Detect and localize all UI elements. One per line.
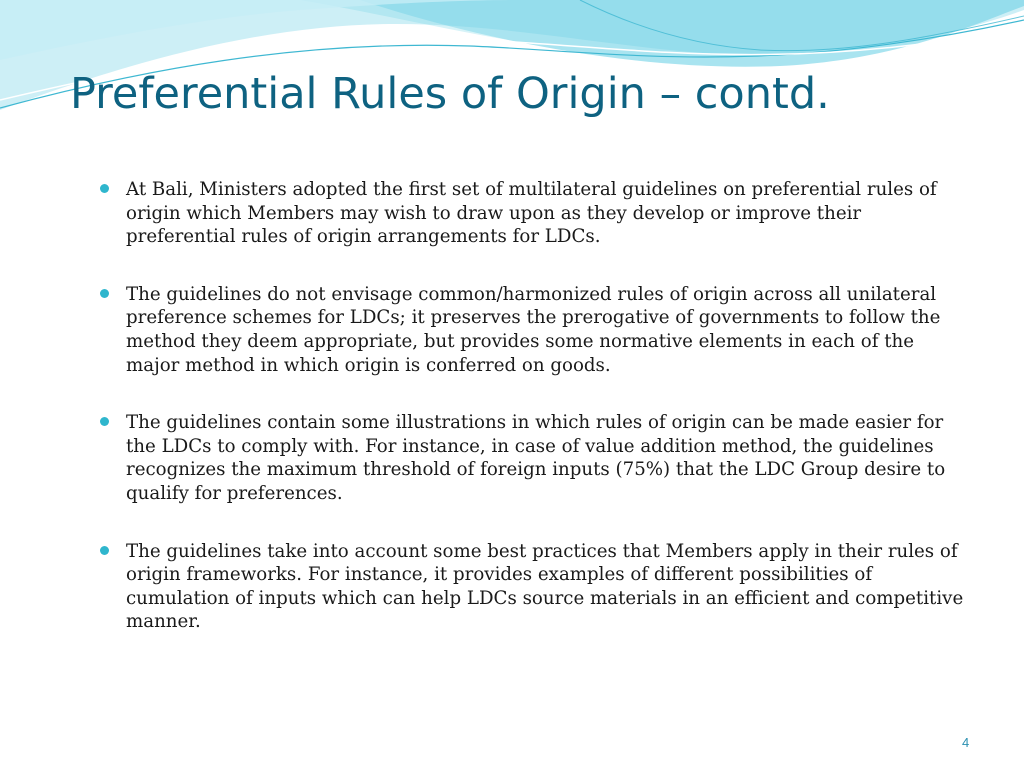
bullet-item [100, 540, 965, 634]
bullet-text: The guidelines contain some illustrations in which rules of origin can be made easier for the LDCs to comply with. For instance, in case of value addition method, the guidelines recognizes the maximum threshold of foreign inputs (75%) that the LDC Group desire to qualify for preferences. [126, 412, 946, 504]
bullet-text: The guidelines take into account some best practices that Members apply in their rules of origin frameworks. For instance, it provides examples of different possibilities of cumulation of inputs which can help LDCs source materials in an efficient and competitive manner. [126, 540, 964, 633]
bullet-dot-icon [100, 546, 109, 555]
page-number: 4 [962, 735, 970, 750]
bullet-dot-icon [100, 289, 109, 298]
bullet-text: At Bali, Ministers adopted the first set of multilateral guidelines on preferential rules of origin which Members may wish to draw upon as they develop or improve their preferential rules of origin arrangements for LDCs. [126, 179, 937, 248]
bullet-dot-icon [100, 184, 109, 193]
bullet-item [100, 178, 965, 249]
bullet-list [100, 178, 965, 668]
bullet-dot-icon [100, 417, 109, 426]
bullet-item [100, 411, 965, 505]
bullet-item [100, 283, 965, 377]
slide-title: Preferential Rules of Origin – contd. [70, 69, 830, 119]
bullet-text: The guidelines do not envisage common/harmonized rules of origin across all unilateral preference schemes for LDCs; it preserves the prerogative of governments to follow the method they deem appropriate, but provides some normative elements in each of the major method in which origin is conferred on goods. [126, 283, 941, 376]
